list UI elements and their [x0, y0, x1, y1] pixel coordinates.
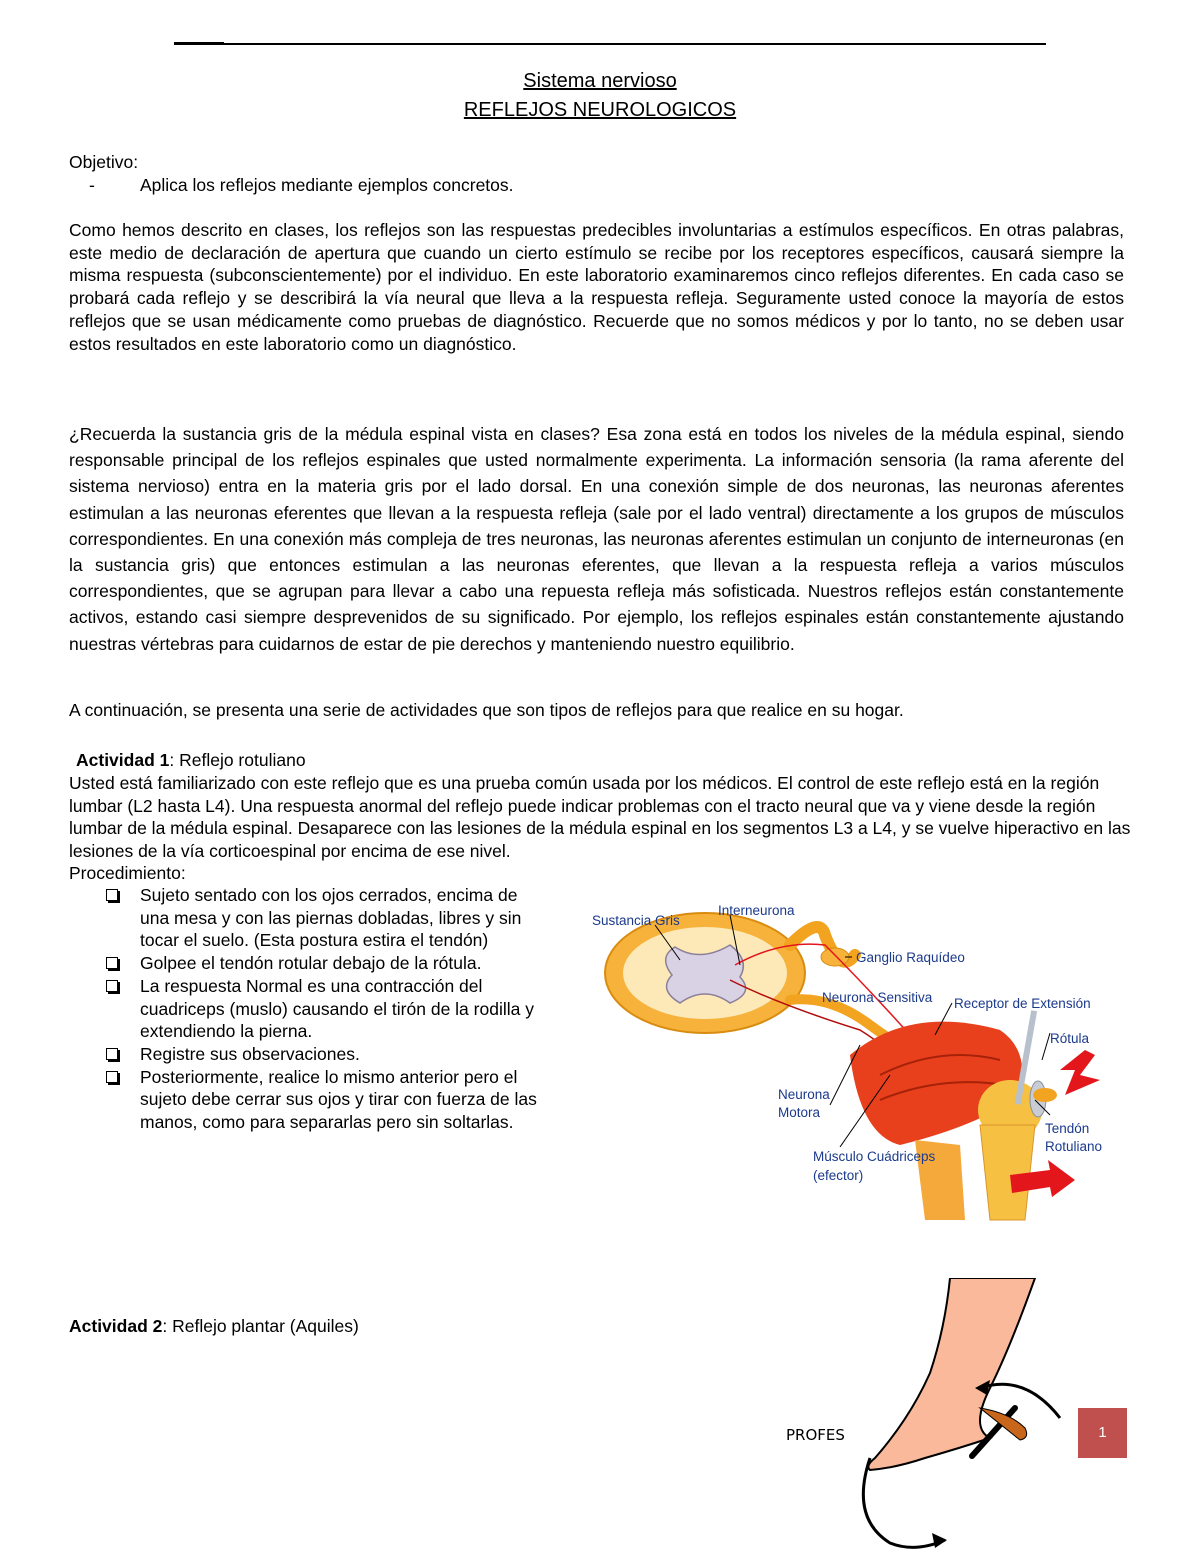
list-item: La respuesta Normal es una contracción del cuadriceps (muslo) causando el tirón de la rodilla y extendiendo la pierna. [104, 975, 544, 1043]
activities-intro: A continuación, se presenta una serie de actividades que son tipos de reflejos para que realice en su hogar. [69, 700, 904, 720]
list-item: Sujeto sentado con los ojos cerrados, encima de una mesa y con las piernas dobladas, libres y sin tocar el suelo. (Esta postura estira el tendón) [104, 884, 544, 952]
activity-2-label: Actividad 2 [69, 1316, 163, 1336]
label-neurona-sensitiva: Neurona Sensitiva [822, 990, 933, 1005]
label-musculo-line2: (efector) [813, 1168, 864, 1183]
activity-1-description: Usted está familiarizado con este reflejo que es una prueba común usada por los médicos. El control de este reflejo está en la región lumbar (L2 hasta L4). Una respuesta anormal del reflejo puede indicar problemas con el tracto neural que va y viene desde la región lumbar de la médula espinal. Desaparece con las lesiones de la médula espinal en los segmentos L3 a L4, y se vuelve hiperactivo en las lesiones de la vía corticoespinal por encima de ese nivel. [69, 773, 1131, 862]
list-dash: - [89, 175, 95, 195]
label-ganglio: Ganglio Raquídeo [856, 950, 965, 965]
list-item: Posteriormente, realice lo mismo anterior pero el sujeto debe cerrar sus ojos y tirar con fuerza de las manos, como para separarlas pero sin soltarlas. [104, 1066, 544, 1134]
list-item: Golpee el tendón rotular debajo de la rótula. [104, 952, 544, 975]
page-title: Sistema nervioso [523, 70, 677, 92]
page-subtitle: REFLEJOS NEUROLOGICOS [463, 99, 737, 121]
footer-profes: PROFES [786, 1426, 845, 1444]
achilles-reflex-illustration [850, 1278, 1080, 1553]
gray-matter-shape [666, 945, 746, 1003]
leg-foot-shape [868, 1278, 1035, 1470]
intro-paragraph: Como hemos descrito en clases, los reflejos son las respuestas predecibles involuntarias a estímulos específicos. En otras palabras, este medio de declaración de apertura que cuando un cierto estímulo se recibe por los receptores específicos, causará siempre la misma respuesta (subconscientemente) por el individuo. En este laboratorio examinaremos cinco reflejos diferentes. En cada caso se probará cada reflejo y se describirá la vía neural que lleva a la respuesta refleja. Seguramente usted conoce la mayoría de estos reflejos que se usan médicamente como pruebas de diagnóstico. Recuerde que no somos médicos y por lo tanto, no se deben usar estos resultados en este laboratorio como un diagnóstico. [69, 220, 1124, 354]
knee-reflex-diagram [580, 885, 1120, 1225]
label-neurona-motora-line1: Neurona [778, 1087, 830, 1102]
label-musculo-line1: Músculo Cuádriceps [813, 1149, 936, 1164]
arrowhead-icon [932, 1533, 947, 1548]
label-interneurona: Interneurona [718, 903, 795, 918]
objetivo-label: Objetivo: [69, 152, 139, 172]
label-receptor: Receptor de Extensión [954, 996, 1091, 1011]
activity-1-heading [76, 749, 306, 772]
objetivo-item [89, 174, 514, 197]
patella-shape [1033, 1088, 1057, 1102]
checkbox-bullet-icon [106, 980, 118, 992]
header-rule [174, 43, 1046, 45]
gray-matter-paragraph: ¿Recuerda la sustancia gris de la médula espinal vista en clases? Esa zona está en todos los niveles de la médula espinal, siendo responsable principal de los reflejos espinales que usted normalmente experimenta. La información sensoria (la rama aferente del sistema nervioso) entra en la materia gris por el lado dorsal. En una conexión simple de dos neuronas, las neuronas aferentes estimulan a las neuronas eferentes que llevan a la respuesta refleja (sale por el lado ventral) directamente a los grupos de músculos correspondientes. En una conexión más compleja de tres neuronas, las neuronas aferentes estimulan un conjunto de interneuronas (en la sustancia gris) que entonces estimulan a las neuronas eferentes, que llevan a la respuesta refleja a varios músculos correspondientes, que se agrupan para llevar a cabo una repuesta refleja más sofisticada. Nuestros reflejos están constantemente activos, estando casi siempre desprevenidos de su significado. Por ejemplo, los reflejos espinales están constantemente ajustando nuestras vértebras para cuidarnos de estar de pie derechos y manteniendo nuestro equilibrio. [69, 424, 1124, 654]
checkbox-bullet-icon [106, 957, 118, 969]
label-rotula: Rótula [1050, 1031, 1090, 1046]
checkbox-bullet-icon [106, 1048, 118, 1060]
objetivo-text: Aplica los reflejos mediante ejemplos concretos. [140, 175, 514, 195]
ganglion-shape [821, 948, 849, 966]
label-pointer [1042, 1033, 1050, 1060]
procedure-list [104, 884, 544, 1134]
label-sustancia-gris: Sustancia Gris [592, 913, 680, 928]
activity-2-name: : Reflejo plantar (Aquiles) [162, 1316, 359, 1336]
activity-1-name: : Reflejo rotuliano [169, 750, 306, 770]
lower-leg-bone [980, 1125, 1035, 1220]
activity-1-label: Actividad 1 [76, 750, 170, 770]
page-number-badge: 1 [1078, 1408, 1127, 1458]
procedure-label: Procedimiento: [69, 863, 186, 883]
checkbox-bullet-icon [106, 889, 118, 901]
label-neurona-motora-line2: Motora [778, 1105, 821, 1120]
stimulus-arrow-icon [1060, 1050, 1100, 1095]
label-tendon-line1: Tendón [1045, 1121, 1090, 1136]
checkbox-bullet-icon [106, 1071, 118, 1083]
activity-2-heading [69, 1315, 359, 1338]
label-tendon-line2: Rotuliano [1045, 1139, 1103, 1154]
list-item: Registre sus observaciones. [104, 1043, 544, 1066]
